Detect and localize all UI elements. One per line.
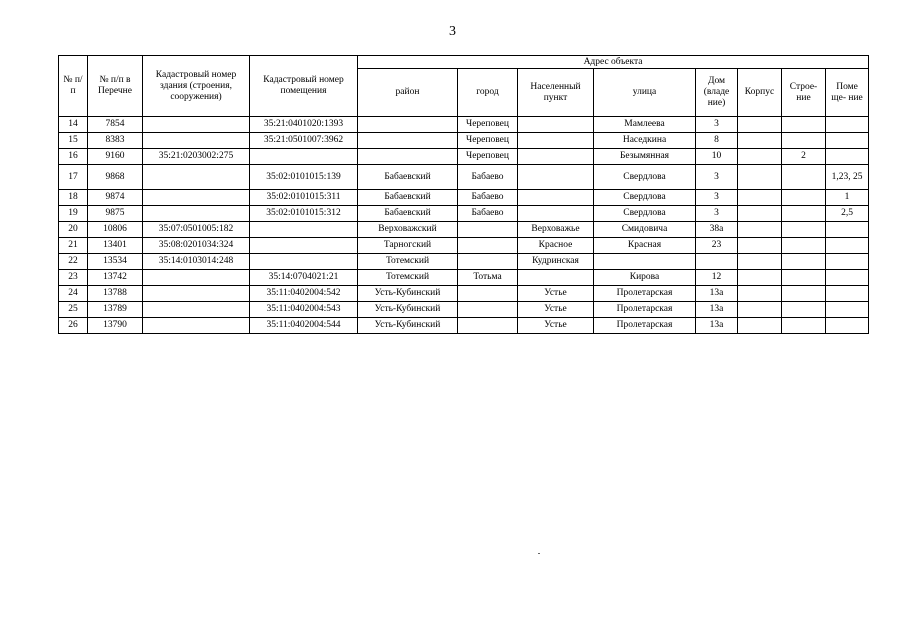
cell-pomeshchenie: 1 [826, 190, 869, 206]
cell-stroenie [782, 117, 826, 133]
cell-list-num: 13790 [88, 318, 143, 334]
cell-city [458, 318, 518, 334]
cell-house: 13а [696, 318, 738, 334]
cell-num: 16 [59, 149, 88, 165]
header-house: Дом (владе ние) [696, 69, 738, 117]
cell-city [458, 238, 518, 254]
header-num: № п/п [59, 56, 88, 117]
cell-city: Бабаево [458, 190, 518, 206]
table-row [59, 117, 869, 133]
cell-room-cadastral: 35:21:0401020:1393 [250, 117, 358, 133]
cell-korpus [738, 165, 782, 190]
header-stroenie: Строе- ние [782, 69, 826, 117]
cell-city: Череповец [458, 133, 518, 149]
cell-street: Наседкина [594, 133, 696, 149]
cell-district: Усть-Кубинский [358, 302, 458, 318]
cell-num: 24 [59, 286, 88, 302]
table-row [59, 190, 869, 206]
table-row [59, 318, 869, 334]
cell-settlement [518, 206, 594, 222]
cell-house: 3 [696, 165, 738, 190]
cell-city [458, 222, 518, 238]
cell-pomeshchenie [826, 270, 869, 286]
cell-building-cadastral [143, 286, 250, 302]
cell-korpus [738, 318, 782, 334]
cell-stroenie: 2 [782, 149, 826, 165]
cell-district: Усть-Кубинский [358, 286, 458, 302]
cell-settlement [518, 149, 594, 165]
cell-district: Верховажский [358, 222, 458, 238]
cell-stroenie [782, 318, 826, 334]
cell-house: 8 [696, 133, 738, 149]
cell-room-cadastral: 35:02:0101015:312 [250, 206, 358, 222]
cell-list-num: 9160 [88, 149, 143, 165]
cell-pomeshchenie [826, 133, 869, 149]
cell-house: 3 [696, 117, 738, 133]
cell-korpus [738, 302, 782, 318]
header-room-cadastral: Кадастровый номер помещения [250, 56, 358, 117]
cell-room-cadastral: 35:11:0402004:544 [250, 318, 358, 334]
cell-city [458, 254, 518, 270]
cell-room-cadastral [250, 222, 358, 238]
cell-building-cadastral [143, 165, 250, 190]
cell-pomeshchenie [826, 318, 869, 334]
cell-building-cadastral: 35:14:0103014:248 [143, 254, 250, 270]
cell-city: Череповец [458, 149, 518, 165]
cell-stroenie [782, 133, 826, 149]
cell-building-cadastral [143, 117, 250, 133]
cell-room-cadastral: 35:21:0501007:3962 [250, 133, 358, 149]
cell-pomeshchenie: 2,5 [826, 206, 869, 222]
table-row [59, 238, 869, 254]
cell-num: 15 [59, 133, 88, 149]
cell-settlement: Устье [518, 286, 594, 302]
cell-list-num: 9874 [88, 190, 143, 206]
table-row [59, 165, 869, 190]
header-street: улица [594, 69, 696, 117]
cell-city: Бабаево [458, 206, 518, 222]
table-row [59, 133, 869, 149]
cell-pomeshchenie [826, 222, 869, 238]
cell-list-num: 13401 [88, 238, 143, 254]
cell-settlement [518, 133, 594, 149]
header-address-group: Адрес объекта [358, 56, 869, 69]
cell-korpus [738, 133, 782, 149]
cell-pomeshchenie [826, 286, 869, 302]
cell-room-cadastral: 35:11:0402004:543 [250, 302, 358, 318]
cell-korpus [738, 149, 782, 165]
table-row [59, 222, 869, 238]
cell-house: 3 [696, 190, 738, 206]
page-number: 3 [449, 24, 456, 39]
cell-stroenie [782, 254, 826, 270]
cell-pomeshchenie [826, 149, 869, 165]
cell-list-num: 10806 [88, 222, 143, 238]
cell-pomeshchenie: 1,23, 25 [826, 165, 869, 190]
cell-district: Бабаевский [358, 206, 458, 222]
header-building-cadastral: Кадастровый номер здания (строения, сооружения) [143, 56, 250, 117]
cell-room-cadastral: 35:02:0101015:139 [250, 165, 358, 190]
table-body [59, 117, 869, 334]
table-row [59, 149, 869, 165]
cell-stroenie [782, 190, 826, 206]
cell-district: Тотемский [358, 270, 458, 286]
cell-building-cadastral [143, 133, 250, 149]
cell-pomeshchenie [826, 302, 869, 318]
cell-district: Тотемский [358, 254, 458, 270]
cell-house [696, 254, 738, 270]
cell-street: Красная [594, 238, 696, 254]
cell-num: 20 [59, 222, 88, 238]
cell-korpus [738, 206, 782, 222]
cell-settlement: Верховажье [518, 222, 594, 238]
cell-num: 14 [59, 117, 88, 133]
cell-district: Бабаевский [358, 190, 458, 206]
header-district: район [358, 69, 458, 117]
cell-building-cadastral [143, 302, 250, 318]
cell-stroenie [782, 238, 826, 254]
cell-city: Бабаево [458, 165, 518, 190]
cell-list-num: 13789 [88, 302, 143, 318]
cell-room-cadastral [250, 254, 358, 270]
cell-stroenie [782, 222, 826, 238]
cell-street [594, 254, 696, 270]
cell-house: 23 [696, 238, 738, 254]
cell-street: Пролетарская [594, 286, 696, 302]
cell-settlement [518, 190, 594, 206]
cell-room-cadastral: 35:02:0101015:311 [250, 190, 358, 206]
cell-korpus [738, 270, 782, 286]
cell-street: Кирова [594, 270, 696, 286]
cell-street: Свердлова [594, 165, 696, 190]
table-row [59, 286, 869, 302]
cell-house: 13а [696, 302, 738, 318]
cell-stroenie [782, 270, 826, 286]
cell-list-num: 9875 [88, 206, 143, 222]
cell-settlement: Устье [518, 302, 594, 318]
cell-street: Мамлеева [594, 117, 696, 133]
cell-building-cadastral [143, 318, 250, 334]
header-city: город [458, 69, 518, 117]
cell-num: 18 [59, 190, 88, 206]
cell-building-cadastral: 35:07:0501005:182 [143, 222, 250, 238]
cell-building-cadastral: 35:21:0203002:275 [143, 149, 250, 165]
cell-list-num: 8383 [88, 133, 143, 149]
cell-stroenie [782, 165, 826, 190]
cell-building-cadastral [143, 206, 250, 222]
cell-building-cadastral [143, 270, 250, 286]
cell-street: Свердлова [594, 190, 696, 206]
cell-pomeshchenie [826, 117, 869, 133]
cell-stroenie [782, 286, 826, 302]
cell-district [358, 133, 458, 149]
cell-street: Пролетарская [594, 302, 696, 318]
cell-settlement: Устье [518, 318, 594, 334]
cell-house: 13а [696, 286, 738, 302]
cell-street: Безымянная [594, 149, 696, 165]
cell-settlement [518, 270, 594, 286]
cell-city [458, 286, 518, 302]
cell-list-num: 13534 [88, 254, 143, 270]
cell-room-cadastral: 35:11:0402004:542 [250, 286, 358, 302]
cell-stroenie [782, 302, 826, 318]
header-settlement: Населенный пункт [518, 69, 594, 117]
table-row [59, 302, 869, 318]
cell-district: Бабаевский [358, 165, 458, 190]
cell-city [458, 302, 518, 318]
cell-house: 3 [696, 206, 738, 222]
cell-num: 22 [59, 254, 88, 270]
cell-list-num: 9868 [88, 165, 143, 190]
cell-num: 17 [59, 165, 88, 190]
cell-pomeshchenie [826, 254, 869, 270]
cell-korpus [738, 254, 782, 270]
cell-room-cadastral [250, 238, 358, 254]
cell-list-num: 13742 [88, 270, 143, 286]
cell-room-cadastral [250, 149, 358, 165]
cell-korpus [738, 238, 782, 254]
scan-speck [538, 553, 540, 554]
cell-district [358, 117, 458, 133]
table-row [59, 206, 869, 222]
header-korpus: Корпус [738, 69, 782, 117]
table-row [59, 270, 869, 286]
cell-korpus [738, 190, 782, 206]
cell-num: 26 [59, 318, 88, 334]
cell-pomeshchenie [826, 238, 869, 254]
cell-street: Свердлова [594, 206, 696, 222]
cell-street: Пролетарская [594, 318, 696, 334]
cell-room-cadastral: 35:14:0704021:21 [250, 270, 358, 286]
cell-num: 23 [59, 270, 88, 286]
cell-district: Тарногский [358, 238, 458, 254]
cell-list-num: 13788 [88, 286, 143, 302]
cell-korpus [738, 117, 782, 133]
registry-table [58, 55, 869, 334]
cell-house: 12 [696, 270, 738, 286]
cell-district: Усть-Кубинский [358, 318, 458, 334]
cell-korpus [738, 222, 782, 238]
header-pomeshchenie: Поме ще- ние [826, 69, 869, 117]
cell-stroenie [782, 206, 826, 222]
cell-list-num: 7854 [88, 117, 143, 133]
cell-settlement: Кудринская [518, 254, 594, 270]
cell-building-cadastral [143, 190, 250, 206]
cell-street: Смидовича [594, 222, 696, 238]
cell-house: 10 [696, 149, 738, 165]
cell-district [358, 149, 458, 165]
cell-city: Тотьма [458, 270, 518, 286]
cell-settlement [518, 117, 594, 133]
cell-num: 19 [59, 206, 88, 222]
header-list-num: № п/п в Перечне [88, 56, 143, 117]
cell-num: 25 [59, 302, 88, 318]
cell-settlement [518, 165, 594, 190]
cell-num: 21 [59, 238, 88, 254]
table-row [59, 254, 869, 270]
cell-building-cadastral: 35:08:0201034:324 [143, 238, 250, 254]
cell-settlement: Красное [518, 238, 594, 254]
cell-korpus [738, 286, 782, 302]
cell-house: 38а [696, 222, 738, 238]
cell-city: Череповец [458, 117, 518, 133]
